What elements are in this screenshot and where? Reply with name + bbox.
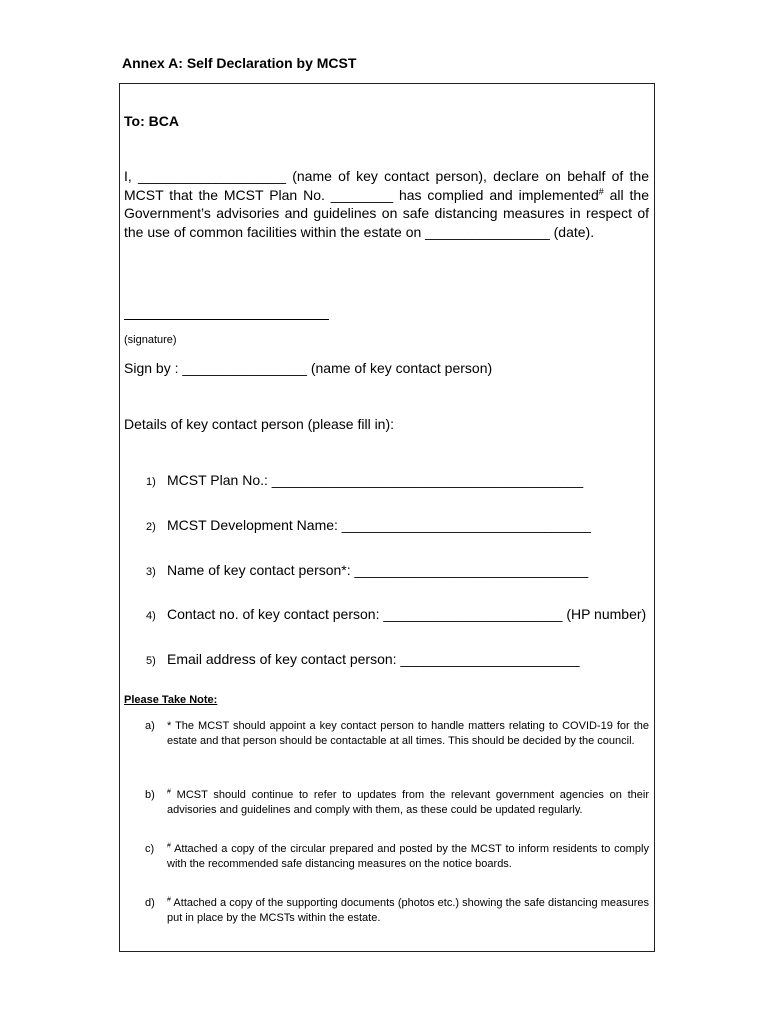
- note-body: Attached a copy of the circular prepared and posted by the MCST to inform residents to comply with the recommended safe distancing measures on the notice boards.: [167, 843, 649, 870]
- note-body: Attached a copy of the supporting documents (photos etc.) showing the safe distancing measures put in place by the MCSTs within the estate.: [167, 897, 649, 924]
- note-label: b): [145, 789, 155, 801]
- detail-item-contact-number[interactable]: [146, 606, 646, 622]
- signature-line[interactable]: [124, 319, 329, 320]
- note-text: [167, 842, 649, 872]
- detail-item-text: Contact no. of key contact person: _______________________ (HP number): [167, 606, 647, 622]
- note-body: The MCST should appoint a key contact person to handle matters relating to COVID-19 for the estate and that person should be contactable at all times. This should be decided by the council.: [167, 720, 649, 747]
- note-text: [167, 896, 649, 926]
- note-text: [167, 719, 649, 749]
- detail-item-text: MCST Development Name: ________________________________: [167, 517, 591, 533]
- detail-item-number: 3): [146, 566, 156, 578]
- note-label: d): [145, 897, 155, 909]
- note-item-d: [145, 896, 649, 926]
- note-mark: *: [167, 720, 172, 732]
- details-title: Details of key contact person (please fill in):: [124, 416, 395, 432]
- declaration-paragraph: [124, 167, 649, 241]
- declaration-text-part2: all the Government’s advisories and guidelines on safe distancing measures in respect of the use of common facilities within the estate on ________________ (date).: [124, 186, 649, 240]
- detail-item-text: Email address of key contact person: _______________________: [167, 651, 580, 667]
- detail-item-number: 1): [146, 476, 156, 488]
- detail-item-development-name[interactable]: [146, 517, 591, 533]
- note-mark: #: [167, 896, 171, 904]
- note-item-a: [145, 719, 649, 749]
- detail-item-number: 4): [146, 610, 156, 622]
- note-body: MCST should continue to refer to updates from the relevant government agencies on their advisories and guidelines and comply with them, as these could be updated regularly.: [167, 789, 649, 816]
- note-label: a): [145, 720, 155, 732]
- detail-item-text: Name of key contact person*: ______________________________: [167, 562, 589, 578]
- hash-footnote-mark: #: [598, 185, 604, 196]
- sign-by-line: Sign by : ________________ (name of key contact person): [124, 360, 493, 376]
- note-item-c: [145, 842, 649, 872]
- signature-caption: (signature): [124, 334, 177, 346]
- page-title: Annex A: Self Declaration by MCST: [122, 55, 357, 71]
- note-mark: #: [167, 788, 171, 796]
- note-item-b: [145, 788, 649, 818]
- note-title: Please Take Note:: [124, 694, 218, 706]
- detail-item-plan-no[interactable]: [146, 472, 583, 488]
- note-text: [167, 788, 649, 818]
- detail-item-contact-name[interactable]: [146, 562, 588, 578]
- detail-item-number: 5): [146, 655, 156, 667]
- declaration-text-part1: I, ___________________ (name of key contact person), declare on behalf of the MCST that the MCST Plan No. ________ has complied and implemented: [124, 168, 649, 203]
- note-label: c): [145, 843, 155, 855]
- addressee-line: To: BCA: [124, 113, 179, 129]
- detail-item-email[interactable]: [146, 651, 580, 667]
- detail-item-number: 2): [146, 521, 156, 533]
- note-mark: #: [167, 842, 171, 850]
- detail-item-text: MCST Plan No.: ________________________________________: [167, 472, 584, 488]
